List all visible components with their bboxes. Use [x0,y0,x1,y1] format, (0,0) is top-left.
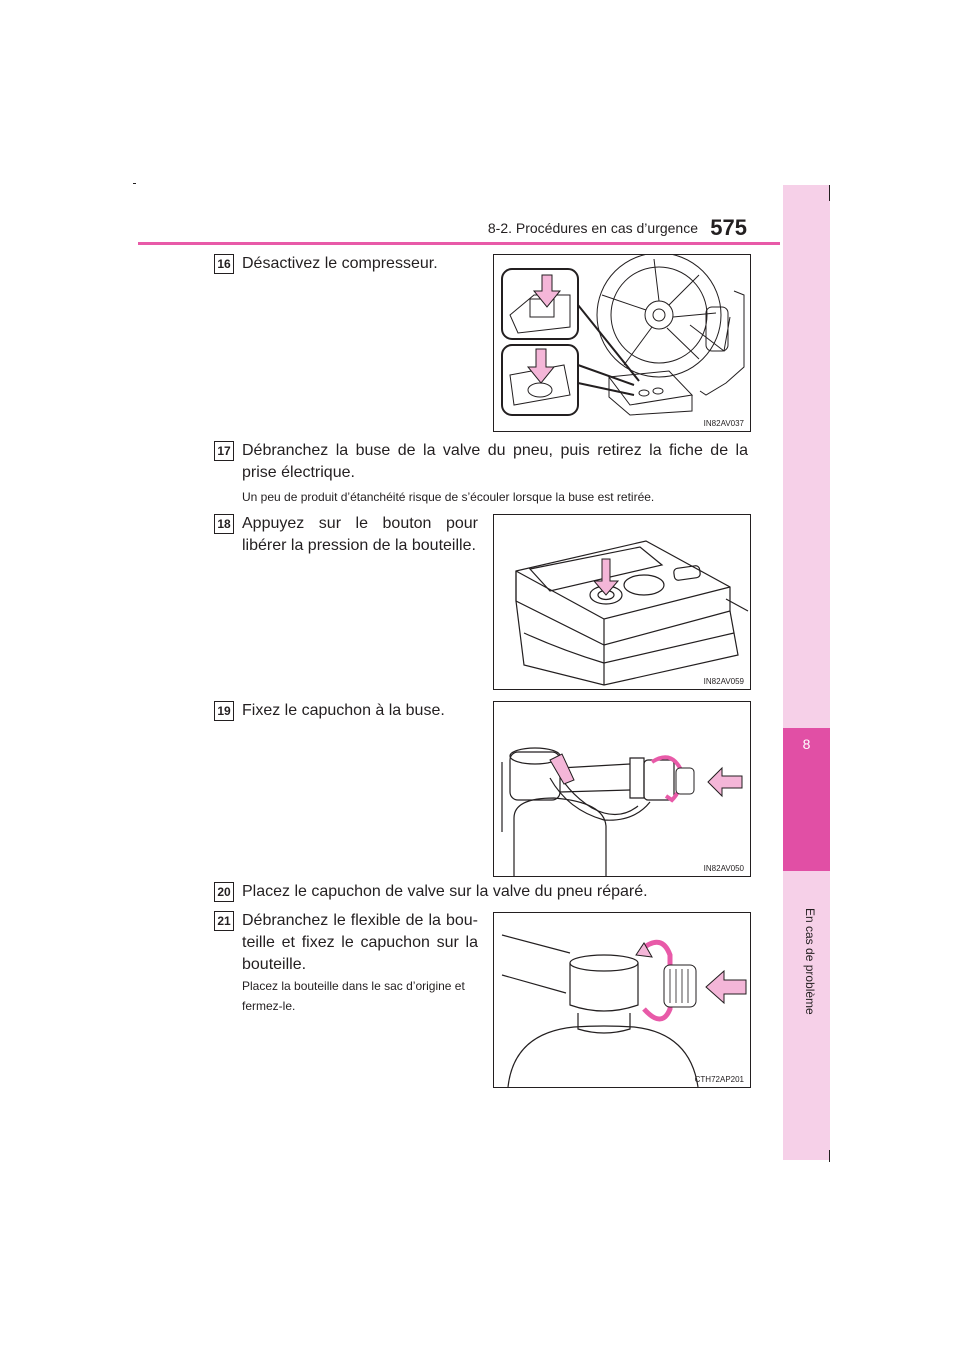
figure-code: IN82AV037 [703,419,744,428]
figure-bottle-cap [493,912,751,1088]
step-number: 20 [214,882,234,902]
figure-compressor-switch [493,254,751,432]
chapter-title: En cas de problème [803,908,817,1015]
step-note: Un peu de produit d’étanchéité risque de s’écouler lorsque la buse est retirée. [242,490,655,504]
crop-mark [829,185,830,201]
step-text: Débranchez la buse de la valve du pneu, puis retirez la fiche de la prise électrique. [242,442,748,481]
step-number: 19 [214,701,234,721]
figure-pressure-button [493,514,751,690]
step-number: 16 [214,254,234,274]
figure-code: CTH72AP201 [694,1075,744,1084]
crop-mark [133,183,136,184]
step-text: Appuyez sur le bouton pour libérer la pression de la bouteille. [242,515,478,554]
step-number: 18 [214,514,234,534]
crop-mark [829,1150,830,1162]
step-number: 21 [214,911,234,931]
step-note: Placez la bouteille dans le sac d’origine et fermez-le. [242,979,465,1013]
step-text: Désactivez le compresseur. [242,255,438,272]
chapter-number: 8 [802,736,811,752]
figure-code: IN82AV059 [703,677,744,686]
step-text: Débranchez le flexible de la bou-teille et fixez le capuchon sur la bouteille. [242,912,478,973]
header-rule [138,242,780,245]
figure-nozzle-cap [493,701,751,877]
step-text: Placez le capuchon de valve sur la valve du pneu réparé. [242,883,648,900]
step-number: 17 [214,441,234,461]
page-number: 575 [710,215,747,240]
step-text: Fixez le capuchon à la buse. [242,702,445,719]
section-title: 8-2. Procédures en cas d’urgence [487,220,698,236]
figure-code: IN82AV050 [703,864,744,873]
